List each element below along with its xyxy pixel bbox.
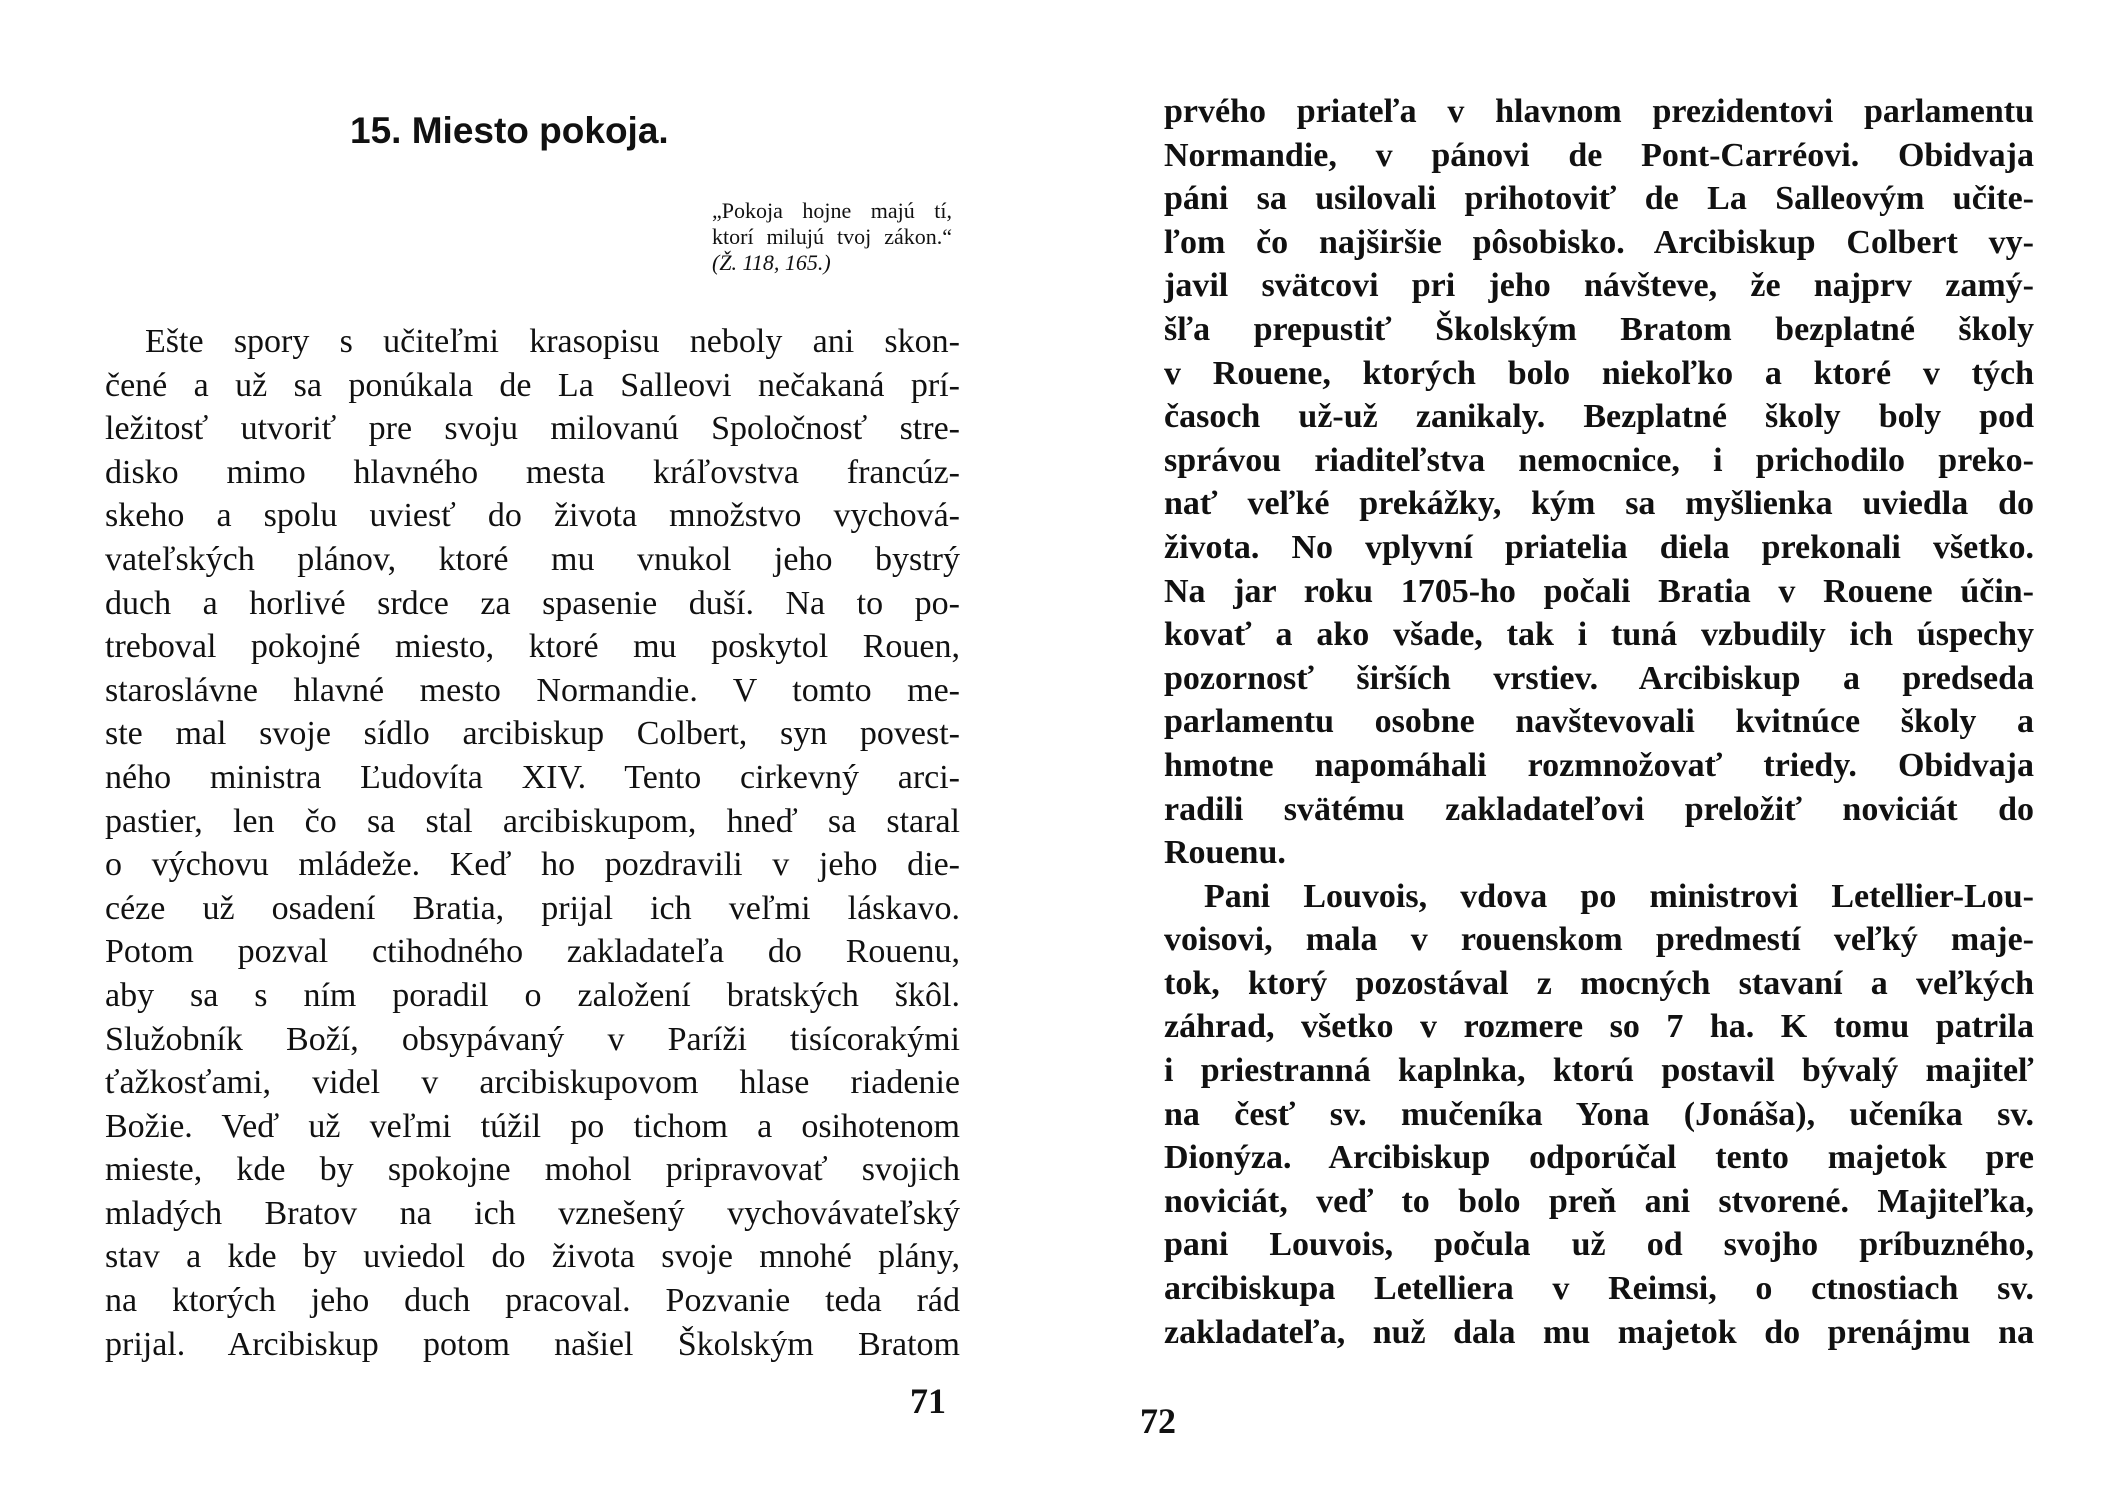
text-line: treboval pokojné miesto, ktoré mu poskytol Rouen, bbox=[105, 628, 960, 666]
text-line: ležitosť utvoriť pre svoju milovanú Spoločnosť stre- bbox=[105, 410, 960, 448]
right-page bbox=[1054, 0, 2108, 1500]
chapter-title: 15. Miesto pokoja. bbox=[350, 110, 669, 151]
text-line: javil svätcovi pri jeho návšteve, že najprv zamý- bbox=[1164, 267, 2034, 305]
text-line: Pani Louvois, vdova po ministrovi Letellier-Lou- bbox=[1204, 877, 2034, 915]
text-line: Ešte spory s učiteľmi krasopisu neboly ani skon- bbox=[145, 323, 960, 360]
text-line: stav a kde by uviedol do života svoje mnohé plány, bbox=[105, 1238, 960, 1276]
text-line: prijal. Arcibiskup potom našiel Školským Bratom bbox=[105, 1325, 960, 1363]
right-body-text bbox=[1164, 90, 2034, 1354]
text-line: ľom čo najširšie pôsobisko. Arcibiskup Colbert vy- bbox=[1164, 223, 2034, 261]
text-line: pozornosť širších vrstiev. Arcibiskup a predseda bbox=[1164, 659, 2034, 697]
text-line: aby sa s ním poradil o založení bratských škôl. bbox=[105, 976, 960, 1014]
text-line: života. No vplyvní priatelia diela prekonali všetko. bbox=[1164, 528, 2034, 566]
text-line: šľa prepustiť Školským Bratom bezplatné školy bbox=[1164, 310, 2034, 348]
text-line: pastier, len čo sa stal arcibiskupom, hneď sa staral bbox=[105, 802, 960, 840]
page-number: 72 bbox=[1140, 1401, 1176, 1441]
text-line: ného ministra Ľudovíta XIV. Tento cirkevný arci- bbox=[105, 758, 960, 796]
text-line: voisovi, mala v rouenskom predmestí veľký maje- bbox=[1164, 921, 2034, 959]
text-line: pani Louvois, počula už od svojho príbuzného, bbox=[1164, 1226, 2034, 1264]
epigraph-quote: „Pokoja hojne majú tí, ktorí milujú tvoj zákon.“ bbox=[712, 198, 952, 249]
epigraph bbox=[712, 198, 952, 276]
text-line: i priestranná kaplnka, ktorú postavil bývalý majiteľ bbox=[1164, 1052, 2034, 1090]
text-line: staroslávne hlavné mesto Normandie. V tomto me- bbox=[105, 671, 960, 709]
text-line: Potom pozval ctihodného zakladateľa do Rouenu, bbox=[105, 933, 960, 971]
text-line: na ktorých jeho duch pracoval. Pozvanie teda rád bbox=[105, 1282, 960, 1320]
text-line: parlamentu osobne navštevovali kvitnúce školy a bbox=[1164, 703, 2034, 741]
text-line: o výchovu mládeže. Keď ho pozdravili v jeho die- bbox=[105, 846, 960, 884]
text-line: disko mimo hlavného mesta kráľovstva francúz- bbox=[105, 453, 960, 491]
text-line: časoch už-už zanikaly. Bezplatné školy boly pod bbox=[1164, 398, 2034, 436]
text-line: ste mal svoje sídlo arcibiskup Colbert, syn povest- bbox=[105, 715, 960, 753]
text-line: tok, ktorý pozostával z mocných stavaní a veľkých bbox=[1164, 964, 2034, 1002]
text-line: mieste, kde by spokojne mohol pripravovať svojich bbox=[105, 1151, 960, 1189]
text-line: správou riaditeľstva nemocnice, i prichodilo preko- bbox=[1164, 441, 2034, 479]
text-line: Božie. Veď už veľmi túžil po tichom a osihotenom bbox=[105, 1107, 960, 1145]
text-line: zakladateľa, nuž dala mu majetok do prenájmu na bbox=[1164, 1313, 2034, 1351]
text-line: duch a horlivé srdce za spasenie duší. Na to po- bbox=[105, 584, 960, 622]
text-line: záhrad, všetko v rozmere so 7 ha. K tomu patrila bbox=[1164, 1008, 2034, 1046]
text-line: skeho a spolu uviesť do života množstvo vychová- bbox=[105, 497, 960, 535]
text-line: nať veľké prekážky, kým sa myšlienka uviedla do bbox=[1164, 485, 2034, 523]
text-line: Rouenu. bbox=[1164, 834, 1286, 872]
text-line: mladých Bratov na ich vznešený vychovávateľský bbox=[105, 1194, 960, 1232]
text-line: Normandie, v pánovi de Pont-Carréovi. Obidvaja bbox=[1164, 136, 2034, 174]
text-line: v Rouene, ktorých bolo niekoľko a ktoré v tých bbox=[1164, 354, 2034, 392]
text-line: Služobník Boží, obsypávaný v Paríži tisícorakými bbox=[105, 1020, 960, 1058]
text-line: kovať a ako všade, tak i tuná vzbudily ich úspechy bbox=[1164, 616, 2034, 654]
left-body-text bbox=[105, 320, 960, 1366]
text-line: céze už osadení Bratia, prijal ich veľmi láskavo. bbox=[105, 889, 960, 927]
text-line: radili svätému zakladateľovi preložiť noviciát do bbox=[1164, 790, 2034, 828]
text-line: na česť sv. mučeníka Yona (Jonáša), učeníka sv. bbox=[1164, 1095, 2034, 1133]
text-line: vateľských plánov, ktoré mu vnukol jeho bystrý bbox=[105, 540, 960, 578]
text-line: arcibiskupa Letelliera v Reimsi, o ctnostiach sv. bbox=[1164, 1270, 2034, 1308]
text-line: noviciát, veď to bolo preň ani stvorené. Majiteľka, bbox=[1164, 1182, 2034, 1220]
text-line: Na jar roku 1705-ho počali Bratia v Rouene účin- bbox=[1164, 572, 2034, 610]
text-line: ťažkosťami, videl v arcibiskupovom hlase riadenie bbox=[105, 1064, 960, 1102]
page-number: 71 bbox=[910, 1381, 946, 1421]
epigraph-reference: (Ž. 118, 165.) bbox=[712, 250, 831, 275]
text-line: páni sa usilovali prihotoviť de La Salleovým učite- bbox=[1164, 180, 2034, 218]
text-line: Dionýza. Arcibiskup odporúčal tento majetok pre bbox=[1164, 1139, 2034, 1177]
text-line: hmotne napomáhali rozmnožovať triedy. Obidvaja bbox=[1164, 746, 2034, 784]
text-line: prvého priateľa v hlavnom prezidentovi parlamentu bbox=[1164, 93, 2034, 130]
text-line: čené a už sa ponúkala de La Salleovi nečakaná prí- bbox=[105, 366, 960, 404]
